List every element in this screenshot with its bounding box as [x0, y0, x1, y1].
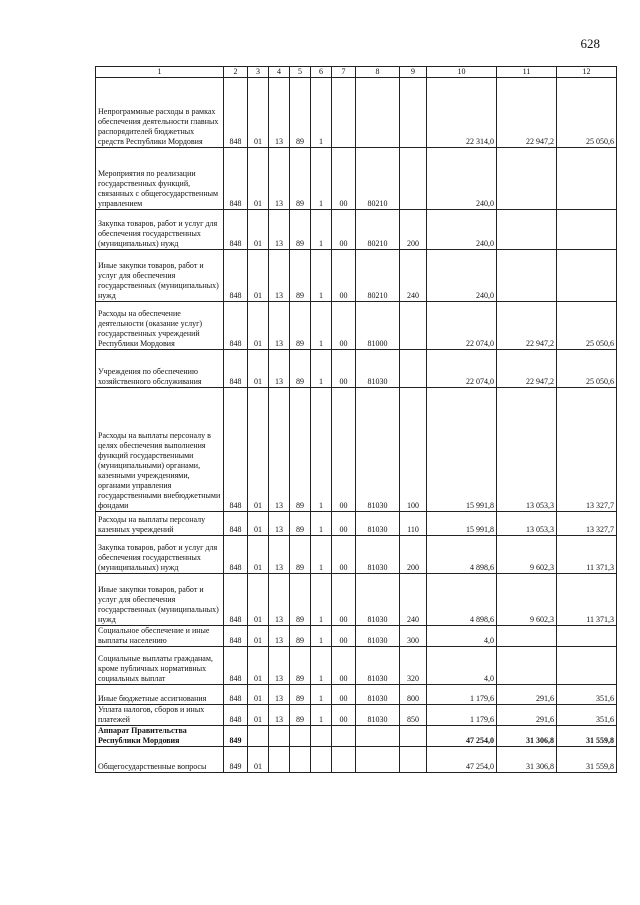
- row-name-cell: Иные бюджетные ассигнования: [96, 685, 224, 705]
- amount-year3-cell: [557, 250, 617, 302]
- amount-year1-cell: 22 074,0: [427, 302, 497, 350]
- direction-cell: 80210: [356, 210, 400, 250]
- row-name-cell: Социальное обеспечение и иные выплаты населению: [96, 626, 224, 647]
- subsection-cell: 13: [269, 250, 290, 302]
- expense-type-cell: 800: [400, 685, 427, 705]
- column-header: 9: [400, 67, 427, 78]
- amount-year2-cell: 291,6: [497, 685, 557, 705]
- subsection-cell: 13: [269, 210, 290, 250]
- subsection-cell: 13: [269, 302, 290, 350]
- direction-cell: 81030: [356, 388, 400, 512]
- main-event-cell: 00: [332, 626, 356, 647]
- program-cell: 89: [290, 705, 311, 726]
- amount-year1-cell: 4,0: [427, 626, 497, 647]
- direction-cell: 81030: [356, 685, 400, 705]
- direction-cell: 81030: [356, 574, 400, 626]
- gov-code-cell: 848: [224, 647, 248, 685]
- expense-type-cell: 240: [400, 574, 427, 626]
- section-cell: [248, 726, 269, 747]
- section-cell: 01: [248, 302, 269, 350]
- program-cell: 89: [290, 250, 311, 302]
- program-cell: 89: [290, 536, 311, 574]
- direction-cell: 81030: [356, 512, 400, 536]
- program-cell: 89: [290, 350, 311, 388]
- subprogram-cell: 1: [311, 250, 332, 302]
- main-event-cell: [332, 726, 356, 747]
- table-row: [96, 388, 617, 512]
- subprogram-cell: 1: [311, 302, 332, 350]
- section-cell: 01: [248, 685, 269, 705]
- section-cell: 01: [248, 626, 269, 647]
- subsection-cell: [269, 726, 290, 747]
- main-event-cell: 00: [332, 388, 356, 512]
- table-row: [96, 685, 617, 705]
- section-cell: 01: [248, 512, 269, 536]
- amount-year2-cell: 22 947,2: [497, 302, 557, 350]
- page-number: 628: [580, 36, 600, 51]
- expense-type-cell: [400, 747, 427, 773]
- program-cell: 89: [290, 685, 311, 705]
- gov-code-cell: 848: [224, 574, 248, 626]
- expense-type-cell: 850: [400, 705, 427, 726]
- amount-year1-cell: 240,0: [427, 250, 497, 302]
- row-name-cell: Закупка товаров, работ и услуг для обеспечения государственных (муниципальных) нужд: [96, 210, 224, 250]
- main-event-cell: 00: [332, 250, 356, 302]
- column-header: 6: [311, 67, 332, 78]
- subprogram-cell: 1: [311, 536, 332, 574]
- program-cell: 89: [290, 210, 311, 250]
- direction-cell: 80210: [356, 148, 400, 210]
- subsection-cell: 13: [269, 78, 290, 148]
- table-row: [96, 210, 617, 250]
- subprogram-cell: [311, 747, 332, 773]
- gov-code-cell: 848: [224, 626, 248, 647]
- amount-year2-cell: [497, 210, 557, 250]
- amount-year3-cell: 13 327,7: [557, 512, 617, 536]
- amount-year3-cell: 351,6: [557, 685, 617, 705]
- amount-year1-cell: 15 991,8: [427, 512, 497, 536]
- expense-type-cell: [400, 148, 427, 210]
- program-cell: 89: [290, 574, 311, 626]
- subprogram-cell: 1: [311, 210, 332, 250]
- direction-cell: [356, 78, 400, 148]
- row-name-cell: Общегосударственные вопросы: [96, 747, 224, 773]
- program-cell: 89: [290, 388, 311, 512]
- column-header: 1: [96, 67, 224, 78]
- amount-year1-cell: 240,0: [427, 210, 497, 250]
- main-event-cell: 00: [332, 148, 356, 210]
- table-body: [96, 78, 617, 773]
- direction-cell: 81030: [356, 647, 400, 685]
- amount-year2-cell: [497, 148, 557, 210]
- amount-year2-cell: [497, 626, 557, 647]
- row-name-cell: Социальные выплаты гражданам, кроме публичных нормативных социальных выплат: [96, 647, 224, 685]
- main-event-cell: [332, 78, 356, 148]
- row-name-cell: Аппарат Правительства Республики Мордовия: [96, 726, 224, 747]
- gov-code-cell: 848: [224, 536, 248, 574]
- main-event-cell: 00: [332, 350, 356, 388]
- subsection-cell: 13: [269, 148, 290, 210]
- table-row: [96, 747, 617, 773]
- subprogram-cell: 1: [311, 626, 332, 647]
- table-row: [96, 574, 617, 626]
- amount-year1-cell: 1 179,6: [427, 685, 497, 705]
- gov-code-cell: 848: [224, 512, 248, 536]
- amount-year1-cell: 4 898,6: [427, 536, 497, 574]
- direction-cell: [356, 747, 400, 773]
- gov-code-cell: 848: [224, 302, 248, 350]
- main-event-cell: 00: [332, 210, 356, 250]
- gov-code-cell: 848: [224, 705, 248, 726]
- amount-year3-cell: [557, 148, 617, 210]
- table-row: [96, 78, 617, 148]
- section-cell: 01: [248, 78, 269, 148]
- table-row: [96, 148, 617, 210]
- table-row: [96, 626, 617, 647]
- column-header: 10: [427, 67, 497, 78]
- amount-year2-cell: 22 947,2: [497, 350, 557, 388]
- expense-type-cell: 300: [400, 626, 427, 647]
- subsection-cell: 13: [269, 626, 290, 647]
- amount-year2-cell: 13 053,3: [497, 388, 557, 512]
- main-event-cell: 00: [332, 302, 356, 350]
- subsection-cell: 13: [269, 685, 290, 705]
- amount-year1-cell: 4 898,6: [427, 574, 497, 626]
- amount-year3-cell: 25 050,6: [557, 302, 617, 350]
- budget-table: [95, 66, 617, 773]
- column-header: 8: [356, 67, 400, 78]
- column-header: 12: [557, 67, 617, 78]
- subsection-cell: 13: [269, 350, 290, 388]
- row-name-cell: Расходы на обеспечение деятельности (оказание услуг) государственных учреждений Республики Мордовия: [96, 302, 224, 350]
- amount-year3-cell: [557, 210, 617, 250]
- amount-year2-cell: 13 053,3: [497, 512, 557, 536]
- amount-year2-cell: 31 306,8: [497, 747, 557, 773]
- program-cell: 89: [290, 512, 311, 536]
- direction-cell: 81030: [356, 626, 400, 647]
- column-header: 2: [224, 67, 248, 78]
- amount-year3-cell: 25 050,6: [557, 78, 617, 148]
- subprogram-cell: 1: [311, 647, 332, 685]
- gov-code-cell: 848: [224, 685, 248, 705]
- table-row: [96, 512, 617, 536]
- subprogram-cell: 1: [311, 512, 332, 536]
- amount-year1-cell: 22 074,0: [427, 350, 497, 388]
- amount-year2-cell: 9 602,3: [497, 574, 557, 626]
- subsection-cell: 13: [269, 388, 290, 512]
- column-header: 5: [290, 67, 311, 78]
- expense-type-cell: [400, 78, 427, 148]
- table-row: [96, 350, 617, 388]
- amount-year3-cell: 31 559,8: [557, 747, 617, 773]
- amount-year3-cell: 351,6: [557, 705, 617, 726]
- direction-cell: [356, 726, 400, 747]
- section-cell: 01: [248, 250, 269, 302]
- main-event-cell: 00: [332, 574, 356, 626]
- expense-type-cell: 200: [400, 536, 427, 574]
- direction-cell: 81030: [356, 536, 400, 574]
- amount-year1-cell: 4,0: [427, 647, 497, 685]
- section-cell: 01: [248, 647, 269, 685]
- row-name-cell: Иные закупки товаров, работ и услуг для обеспечения государственных (муниципальных) нужд: [96, 574, 224, 626]
- subprogram-cell: 1: [311, 705, 332, 726]
- subprogram-cell: 1: [311, 574, 332, 626]
- row-name-cell: Расходы на выплаты персоналу в целях обеспечения выполнения функций государственными (муниципальными) органами, казенными учреждениями, органами управления государственными внебюджетными фондами: [96, 388, 224, 512]
- section-cell: 01: [248, 388, 269, 512]
- row-name-cell: Учреждения по обеспечению хозяйственного обслуживания: [96, 350, 224, 388]
- program-cell: 89: [290, 302, 311, 350]
- column-header: 7: [332, 67, 356, 78]
- section-cell: 01: [248, 350, 269, 388]
- section-cell: 01: [248, 747, 269, 773]
- amount-year3-cell: 31 559,8: [557, 726, 617, 747]
- program-cell: [290, 726, 311, 747]
- program-cell: 89: [290, 148, 311, 210]
- amount-year2-cell: [497, 647, 557, 685]
- program-cell: 89: [290, 647, 311, 685]
- row-name-cell: Расходы на выплаты персоналу казенных учреждений: [96, 512, 224, 536]
- table-row: [96, 250, 617, 302]
- amount-year2-cell: 31 306,8: [497, 726, 557, 747]
- subprogram-cell: 1: [311, 350, 332, 388]
- row-name-cell: Непрограммные расходы в рамках обеспечения деятельности главных распорядителей бюджетных средств Республики Мордовия: [96, 78, 224, 148]
- program-cell: 89: [290, 626, 311, 647]
- main-event-cell: 00: [332, 647, 356, 685]
- expense-type-cell: 240: [400, 250, 427, 302]
- amount-year1-cell: 47 254,0: [427, 726, 497, 747]
- program-cell: [290, 747, 311, 773]
- amount-year1-cell: 47 254,0: [427, 747, 497, 773]
- section-cell: 01: [248, 148, 269, 210]
- amount-year1-cell: 1 179,6: [427, 705, 497, 726]
- gov-code-cell: 848: [224, 78, 248, 148]
- column-header: 4: [269, 67, 290, 78]
- direction-cell: 80210: [356, 250, 400, 302]
- table-row: [96, 647, 617, 685]
- row-name-cell: Иные закупки товаров, работ и услуг для обеспечения государственных (муниципальных) нужд: [96, 250, 224, 302]
- main-event-cell: 00: [332, 512, 356, 536]
- subsection-cell: 13: [269, 512, 290, 536]
- gov-code-cell: 848: [224, 148, 248, 210]
- expense-type-cell: 320: [400, 647, 427, 685]
- direction-cell: 81030: [356, 350, 400, 388]
- amount-year2-cell: [497, 250, 557, 302]
- gov-code-cell: 848: [224, 250, 248, 302]
- subsection-cell: [269, 747, 290, 773]
- expense-type-cell: [400, 302, 427, 350]
- amount-year1-cell: 22 314,0: [427, 78, 497, 148]
- expense-type-cell: 200: [400, 210, 427, 250]
- subsection-cell: 13: [269, 574, 290, 626]
- section-cell: 01: [248, 210, 269, 250]
- amount-year3-cell: 13 327,7: [557, 388, 617, 512]
- gov-code-cell: 849: [224, 726, 248, 747]
- program-cell: 89: [290, 78, 311, 148]
- subprogram-cell: 1: [311, 685, 332, 705]
- amount-year3-cell: [557, 647, 617, 685]
- subprogram-cell: 1: [311, 78, 332, 148]
- amount-year2-cell: 9 602,3: [497, 536, 557, 574]
- row-name-cell: Закупка товаров, работ и услуг для обеспечения государственных (муниципальных) нужд: [96, 536, 224, 574]
- amount-year3-cell: 11 371,3: [557, 574, 617, 626]
- subprogram-cell: [311, 726, 332, 747]
- amount-year3-cell: [557, 626, 617, 647]
- subsection-cell: 13: [269, 705, 290, 726]
- table-header-row: [96, 67, 617, 78]
- main-event-cell: 00: [332, 536, 356, 574]
- table-row: [96, 726, 617, 747]
- section-cell: 01: [248, 536, 269, 574]
- row-name-cell: Уплата налогов, сборов и иных платежей: [96, 705, 224, 726]
- table-row: [96, 302, 617, 350]
- expense-type-cell: 100: [400, 388, 427, 512]
- direction-cell: 81030: [356, 705, 400, 726]
- subsection-cell: 13: [269, 647, 290, 685]
- table-row: [96, 536, 617, 574]
- direction-cell: 81000: [356, 302, 400, 350]
- main-event-cell: 00: [332, 705, 356, 726]
- table-row: [96, 705, 617, 726]
- row-name-cell: Мероприятия по реализации государственных функций, связанных с общегосударственным управлением: [96, 148, 224, 210]
- subprogram-cell: 1: [311, 388, 332, 512]
- section-cell: 01: [248, 705, 269, 726]
- main-event-cell: 00: [332, 685, 356, 705]
- amount-year2-cell: 22 947,2: [497, 78, 557, 148]
- column-header: 3: [248, 67, 269, 78]
- expense-type-cell: 110: [400, 512, 427, 536]
- amount-year1-cell: 240,0: [427, 148, 497, 210]
- subprogram-cell: 1: [311, 148, 332, 210]
- subsection-cell: 13: [269, 536, 290, 574]
- gov-code-cell: 848: [224, 350, 248, 388]
- amount-year2-cell: 291,6: [497, 705, 557, 726]
- gov-code-cell: 848: [224, 210, 248, 250]
- amount-year3-cell: 11 371,3: [557, 536, 617, 574]
- section-cell: 01: [248, 574, 269, 626]
- main-event-cell: [332, 747, 356, 773]
- amount-year1-cell: 15 991,8: [427, 388, 497, 512]
- amount-year3-cell: 25 050,6: [557, 350, 617, 388]
- expense-type-cell: [400, 350, 427, 388]
- column-header: 11: [497, 67, 557, 78]
- gov-code-cell: 849: [224, 747, 248, 773]
- expense-type-cell: [400, 726, 427, 747]
- gov-code-cell: 848: [224, 388, 248, 512]
